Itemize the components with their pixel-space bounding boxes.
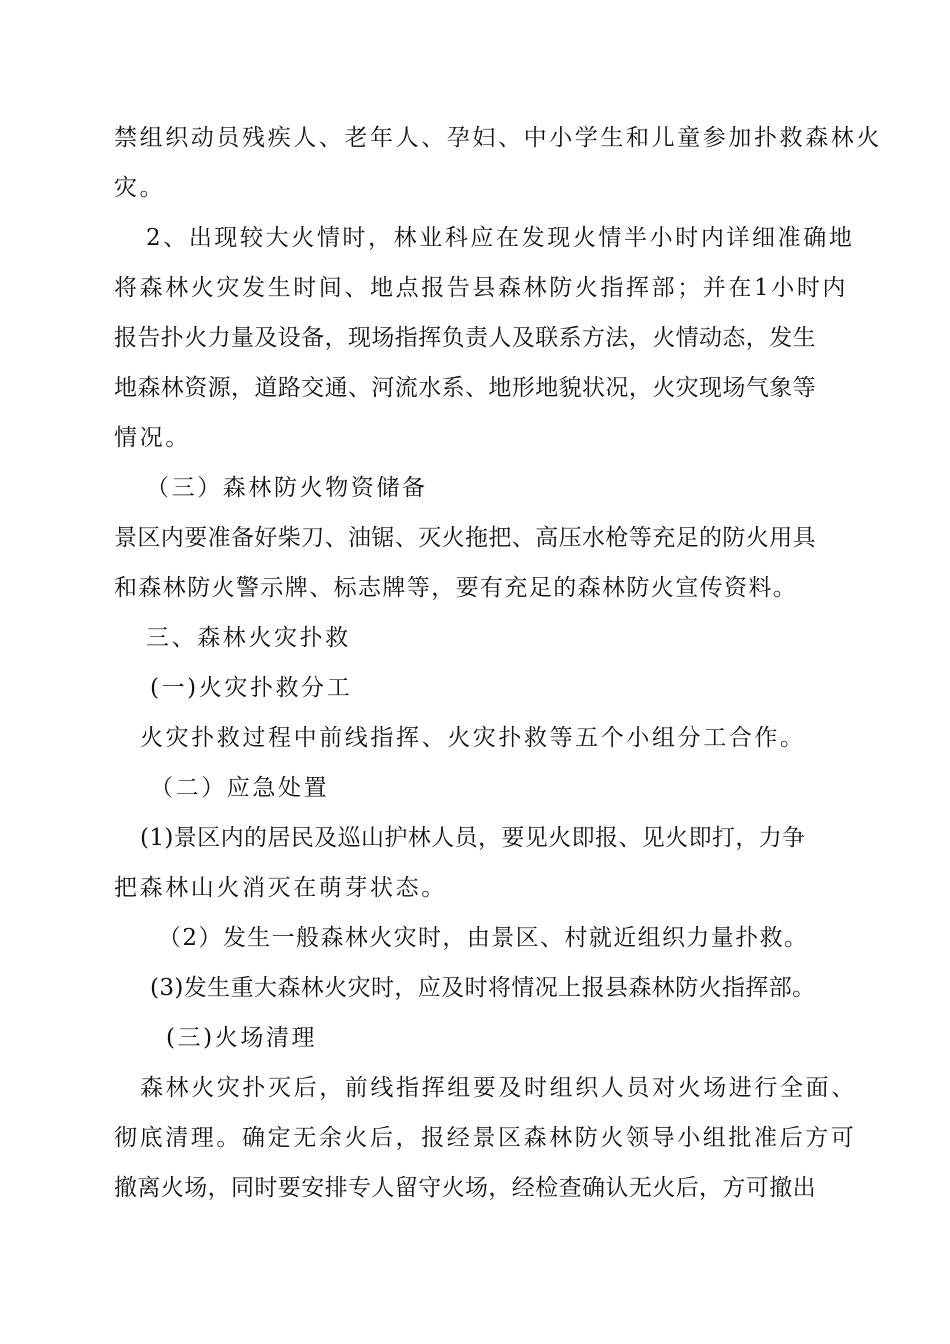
section-heading: 三、森林火灾扑救	[146, 625, 351, 651]
paragraph-line: 撤离火场，同时要安排专人留守火场，经检查确认无火后，方可撤出	[114, 1175, 816, 1201]
section-heading: (一)火灾扑救分工	[150, 675, 353, 701]
paragraph-line: 情况。	[114, 425, 191, 451]
paragraph-line: 火灾扑救过程中前线指挥、火灾扑救等五个小组分工合作。	[140, 725, 806, 751]
section-heading: (三)火场清理	[166, 1025, 318, 1051]
paragraph-line: 和森林防火警示牌、标志牌等，要有充足的森林防火宣传资料。	[114, 575, 798, 601]
paragraph-line: 灾。	[114, 175, 166, 201]
paragraph-line: （2）发生一般森林火灾时，由景区、村就近组织力量扑救。	[158, 925, 809, 951]
paragraph-line: (3)发生重大森林火灾时，应及时将情况上报县森林防火指挥部。	[150, 975, 816, 1001]
paragraph-line: 森林火灾扑灭后，前线指挥组要及时组织人员对火场进行全面、	[140, 1075, 857, 1101]
paragraph-line: 2、出现较大火情时，林业科应在发现火情半小时内详细准确地	[146, 225, 855, 251]
section-heading: （三）森林防火物资储备	[146, 475, 428, 501]
paragraph-line: (1)景区内的居民及巡山护林人员，要见火即报、见火即打，力争	[140, 825, 806, 851]
paragraph-line: 景区内要准备好柴刀、油锯、灭火拖把、高压水枪等充足的防火用具	[114, 525, 816, 551]
paragraph-line: 把森林山火消灭在萌芽状态。	[114, 875, 447, 901]
section-heading: （二）应急处置	[150, 775, 330, 801]
paragraph-line: 地森林资源，道路交通、河流水系、地形地貌状况，火灾现场气象等	[114, 375, 816, 401]
paragraph-line: 将森林火灾发生时间、地点报告县森林防火指挥部；并在1小时内	[114, 275, 849, 301]
paragraph-line: 禁组织动员残疾人、老年人、孕妇、中小学生和儿童参加扑救森林火	[114, 125, 882, 151]
paragraph-line: 彻底清理。确定无余火后，报经景区森林防火领导小组批准后方可	[114, 1125, 857, 1151]
paragraph-line: 报告扑火力量及设备，现场指挥负责人及联系方法，火情动态，发生	[114, 325, 816, 351]
